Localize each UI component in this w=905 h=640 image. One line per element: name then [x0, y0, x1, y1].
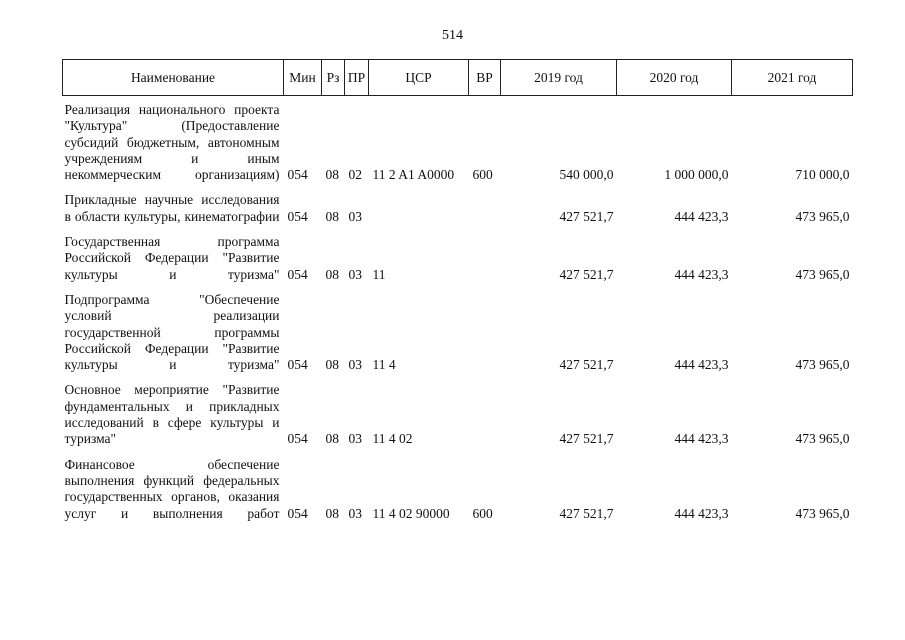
row-csr: 11 4 [372, 357, 396, 373]
page-number: 514 [442, 28, 463, 43]
row-csr [369, 190, 469, 232]
row-min: 054 [287, 505, 308, 521]
row-2020: 444 423,3 [674, 357, 729, 373]
header-pr: ПР [345, 60, 369, 96]
row-2020: 444 423,3 [674, 505, 729, 521]
row-name-line: Реализация национального [64, 102, 226, 117]
row-pr: 03 [348, 357, 362, 373]
row-rz: 08 [325, 357, 339, 373]
row-name-line: учреждениям и иным [64, 150, 280, 166]
row-name-line: Российской Федерации [64, 250, 209, 266]
row-csr: 11 2 A1 A0000 [372, 167, 455, 183]
row-pr: 03 [348, 431, 362, 447]
table-row [63, 190, 853, 232]
row-name-line: Финансовое обеспечение [64, 456, 280, 472]
header-name: Наименование [63, 60, 284, 96]
row-vr: 600 [472, 167, 493, 183]
row-name-line: "Развитие фундаментальных и [64, 382, 280, 414]
row-2021: 473 965,0 [795, 505, 850, 521]
row-name [63, 455, 284, 529]
row-name-line: выполнения работ [152, 505, 280, 521]
header-vr: ВР [469, 60, 501, 96]
row-pr: 02 [348, 167, 362, 183]
row-2020: 1 000 000,0 [664, 167, 729, 183]
row-name [63, 380, 284, 454]
row-name-line: государственной программы [64, 324, 280, 340]
row-rz: 08 [325, 431, 339, 447]
row-min: 054 [287, 266, 308, 282]
row-vr [469, 290, 501, 380]
row-vr [469, 190, 501, 232]
row-name-line: (Предоставление субсидий [64, 118, 280, 150]
row-rz: 08 [325, 167, 339, 183]
row-rz: 08 [325, 208, 339, 224]
row-rz: 08 [325, 505, 339, 521]
row-name-line: "Развитие культуры и туризма" [64, 340, 280, 373]
row-name-line: культуры, кинематографии [123, 208, 280, 224]
table-body [63, 96, 853, 529]
row-min: 054 [287, 167, 308, 183]
row-pr: 03 [348, 505, 362, 521]
row-name-line: бюджетным, автономным [126, 134, 280, 150]
row-name-line: "Развитие культуры и туризма" [64, 250, 280, 282]
table-row [63, 290, 853, 380]
table-row [63, 380, 853, 454]
table-header [63, 60, 853, 96]
row-name-line: федеральных государственных [64, 472, 280, 505]
row-vr [469, 232, 501, 290]
row-name-line: проекта "Культура" [64, 102, 280, 134]
row-name-line: Российской Федерации [64, 340, 209, 356]
row-2019: 427 521,7 [559, 208, 614, 224]
row-name-line: органов, оказания услуг и [64, 489, 280, 521]
row-vr: 600 [472, 505, 493, 521]
row-2019: 427 521,7 [559, 505, 614, 521]
table-row [63, 96, 853, 191]
row-pr: 03 [348, 208, 362, 224]
row-2020: 444 423,3 [674, 266, 729, 282]
row-2021: 473 965,0 [795, 266, 850, 282]
table-row [63, 455, 853, 529]
header-2019: 2019 год [501, 60, 617, 96]
row-name-line: условий реализации [64, 308, 280, 324]
row-min: 054 [287, 431, 308, 447]
row-2020: 444 423,3 [674, 208, 729, 224]
row-csr: 11 [372, 266, 386, 282]
row-2021: 473 965,0 [795, 431, 850, 447]
row-name-line: прикладных исследований в [64, 398, 280, 431]
row-name [63, 190, 284, 232]
row-2019: 427 521,7 [559, 431, 614, 447]
row-name [63, 96, 284, 191]
row-2021: 473 965,0 [795, 357, 850, 373]
row-name-line: сфере культуры и туризма" [64, 415, 280, 447]
row-csr: 11 4 02 90000 [372, 505, 450, 521]
row-csr: 11 4 02 [372, 431, 413, 447]
row-vr [469, 380, 501, 454]
budget-table [62, 59, 853, 529]
row-min: 054 [287, 208, 308, 224]
header-rz: Рз [322, 60, 345, 96]
row-rz: 08 [325, 266, 339, 282]
table-row [63, 232, 853, 290]
row-2019: 427 521,7 [559, 357, 614, 373]
row-name-line: выполнения функций [64, 472, 195, 488]
header-csr: ЦСР [369, 60, 469, 96]
row-min: 054 [287, 357, 308, 373]
row-2021: 710 000,0 [795, 167, 850, 183]
row-2019: 427 521,7 [559, 266, 614, 282]
header-min: Мин [284, 60, 322, 96]
row-2020: 444 423,3 [674, 431, 729, 447]
row-name [63, 290, 284, 380]
row-name-line: некоммерческим организациям) [64, 167, 280, 183]
row-name [63, 232, 284, 290]
row-name-line: Государственная программа [64, 234, 280, 250]
row-name-line: Подпрограмма "Обеспечение [64, 291, 280, 307]
row-name-line: исследования в области [64, 192, 280, 224]
header-2020: 2020 год [617, 60, 732, 96]
row-2021: 473 965,0 [795, 208, 850, 224]
header-2021: 2021 год [732, 60, 853, 96]
row-name-line: Основное мероприятие [64, 382, 209, 398]
row-2019: 540 000,0 [559, 167, 614, 183]
row-pr: 03 [348, 266, 362, 282]
row-name-line: Прикладные научные [64, 192, 194, 208]
